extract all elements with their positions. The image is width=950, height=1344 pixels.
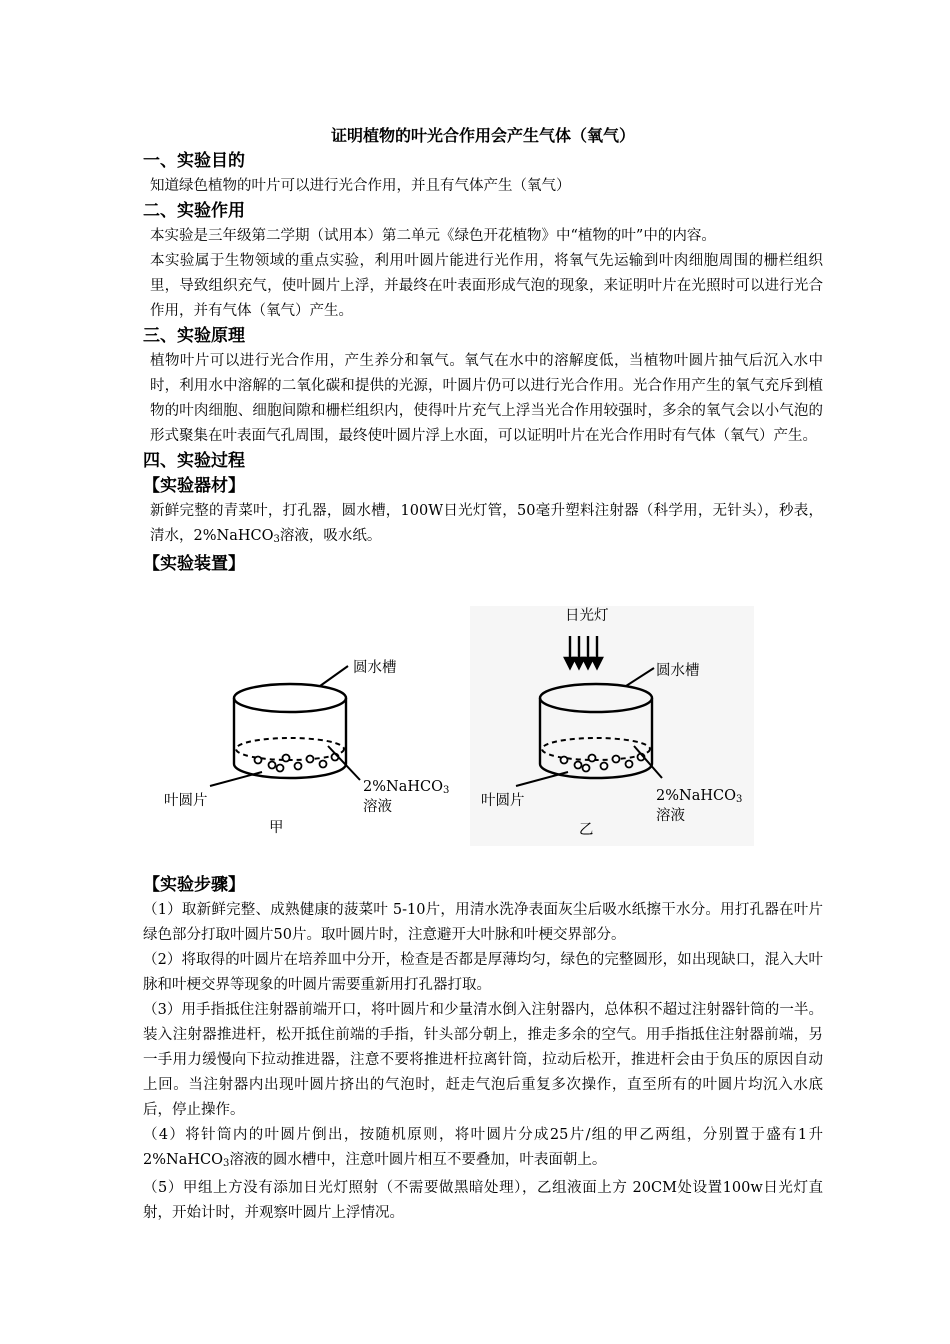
principle-heading: 三、实验原理 bbox=[143, 326, 245, 346]
step-3: （3）用手指抵住注射器前端开口，将叶圆片和少量清水倒入注射器内，总体积不超过注射器针筒的一半。装入注射器推进杆，松开抵住前端的手指，针头部分朝上，推走多余的空气。用手指抵住注射器前端，另一手用力缓慢向下拉动推进器，注意不要将推进杆拉离针筒，拉动后松开，推进杆会由于负压的原因自动上回。当注射器内出现叶圆片挤出的气泡时，赶走气泡后重复多次操作，直至所有的叶圆片均沉入水底后，停止操作。 bbox=[143, 1002, 823, 1118]
role-paragraph-2: 本实验属于生物领域的重点实验，利用叶圆片能进行光作用，将氧气先运输到叶肉细胞周围的栅栏组织里，导致组织充气，使叶圆片上浮，并最终在叶表面形成气泡的现象，来证明叶片在光照时可以进行光合作用，并有气体（氧气）产生。 bbox=[150, 253, 823, 319]
step-4-main: （4）将针筒内的叶圆片倒出，按随机原则，将叶圆片分成25片/组的甲乙两组，分别置于盛有1升2%NaHCO bbox=[143, 1127, 823, 1168]
apparatus-drawing bbox=[150, 600, 810, 850]
materials-subscript: 3 bbox=[273, 534, 280, 545]
leaf-discs-a bbox=[255, 754, 339, 772]
apparatus-heading: 【实验装置】 bbox=[143, 554, 245, 574]
solution-b-suffix: 溶液 bbox=[656, 808, 685, 824]
step-4-subscript: 3 bbox=[222, 1158, 230, 1169]
solution-a-subscript: 3 bbox=[442, 785, 450, 796]
solution-b-subscript: 3 bbox=[735, 794, 743, 805]
tank-a-label: 圆水槽 bbox=[353, 660, 397, 676]
apparatus-figure bbox=[150, 600, 810, 850]
document-title: 证明植物的叶光合作用会产生气体（氧气） bbox=[330, 126, 635, 145]
solution-a-suffix: 溶液 bbox=[363, 799, 392, 815]
solution-a-name: 2%NaHCO bbox=[363, 779, 443, 795]
step-5: （5）甲组上方没有添加日光灯照射（不需要做黑暗处理），乙组液面上方 20CM处设置100w日光灯直射，开始计时，并观察叶圆片上浮情况。 bbox=[143, 1180, 823, 1221]
materials-text-end: 溶液，吸水纸。 bbox=[279, 528, 382, 544]
disc-a-pointer bbox=[210, 772, 262, 786]
solution-b-name: 2%NaHCO bbox=[656, 788, 736, 804]
disc-a-label: 叶圆片 bbox=[164, 793, 208, 809]
steps-section bbox=[143, 873, 823, 1226]
role-heading: 二、实验作用 bbox=[143, 201, 245, 221]
tank-a-pointer bbox=[320, 666, 348, 686]
role-paragraph-1: 本实验是三年级第二学期（试用本）第二单元《绿色开花植物》中“植物的叶”中的内容。 bbox=[150, 228, 716, 244]
tank-a bbox=[234, 684, 346, 778]
caption-b: 乙 bbox=[579, 822, 594, 838]
process-heading: 四、实验过程 bbox=[143, 451, 245, 471]
lamp-label: 日光灯 bbox=[565, 608, 609, 624]
step-2: （2）将取得的叶圆片在培养皿中分开，检查是否都是厚薄均匀，绿色的完整圆形，如出现缺口，混入大叶脉和叶梗交界等现象的叶圆片需要重新用打孔器打取。 bbox=[143, 952, 823, 993]
disc-b-label: 叶圆片 bbox=[481, 793, 525, 809]
principle-text: 植物叶片可以进行光合作用，产生养分和氧气。氧气在水中的溶解度低，当植物叶圆片抽气后沉入水中时，利用水中溶解的二氧化碳和提供的光源，叶圆片仍可以进行光合作用。光合作用产生的氧气充斥到植物的叶肉细胞、细胞间隙和栅栏组织内，使得叶片充气上浮当光合作用较强时，多余的氧气会以小气泡的形式聚集在叶表面气孔周围，最终使叶圆片浮上水面，可以证明叶片在光合作用时有气体（氧气）产生。 bbox=[150, 353, 823, 444]
purpose-heading: 一、实验目的 bbox=[143, 151, 245, 171]
purpose-text: 知道绿色植物的叶片可以进行光合作用，并且有气体产生（氧气） bbox=[150, 178, 571, 194]
steps-heading: 【实验步骤】 bbox=[143, 875, 245, 895]
tank-b-label: 圆水槽 bbox=[656, 663, 700, 679]
caption-a: 甲 bbox=[269, 820, 284, 836]
step-1: （1）取新鲜完整、成熟健康的菠菜叶 5-10片，用清水洗净表面灰尘后吸水纸擦干水分。用打孔器在叶片绿色部分打取叶圆片50片。取叶圆片时，注意避开大叶脉和叶梗交界部分。 bbox=[143, 902, 823, 943]
materials-text-main: 新鲜完整的青菜叶，打孔器，圆水槽，100W日光灯管，50毫升塑料注射器（科学用，无针头），秒表，清水，2%NaHCO bbox=[150, 503, 823, 544]
materials-text bbox=[143, 499, 823, 552]
document-body bbox=[143, 120, 823, 577]
materials-heading: 【实验器材】 bbox=[143, 476, 245, 496]
tank-a-rim bbox=[234, 684, 346, 712]
step-4-end: 溶液的圆水槽中，注意叶圆片相互不要叠加，叶表面朝上。 bbox=[229, 1152, 607, 1168]
step-4 bbox=[143, 1123, 823, 1176]
